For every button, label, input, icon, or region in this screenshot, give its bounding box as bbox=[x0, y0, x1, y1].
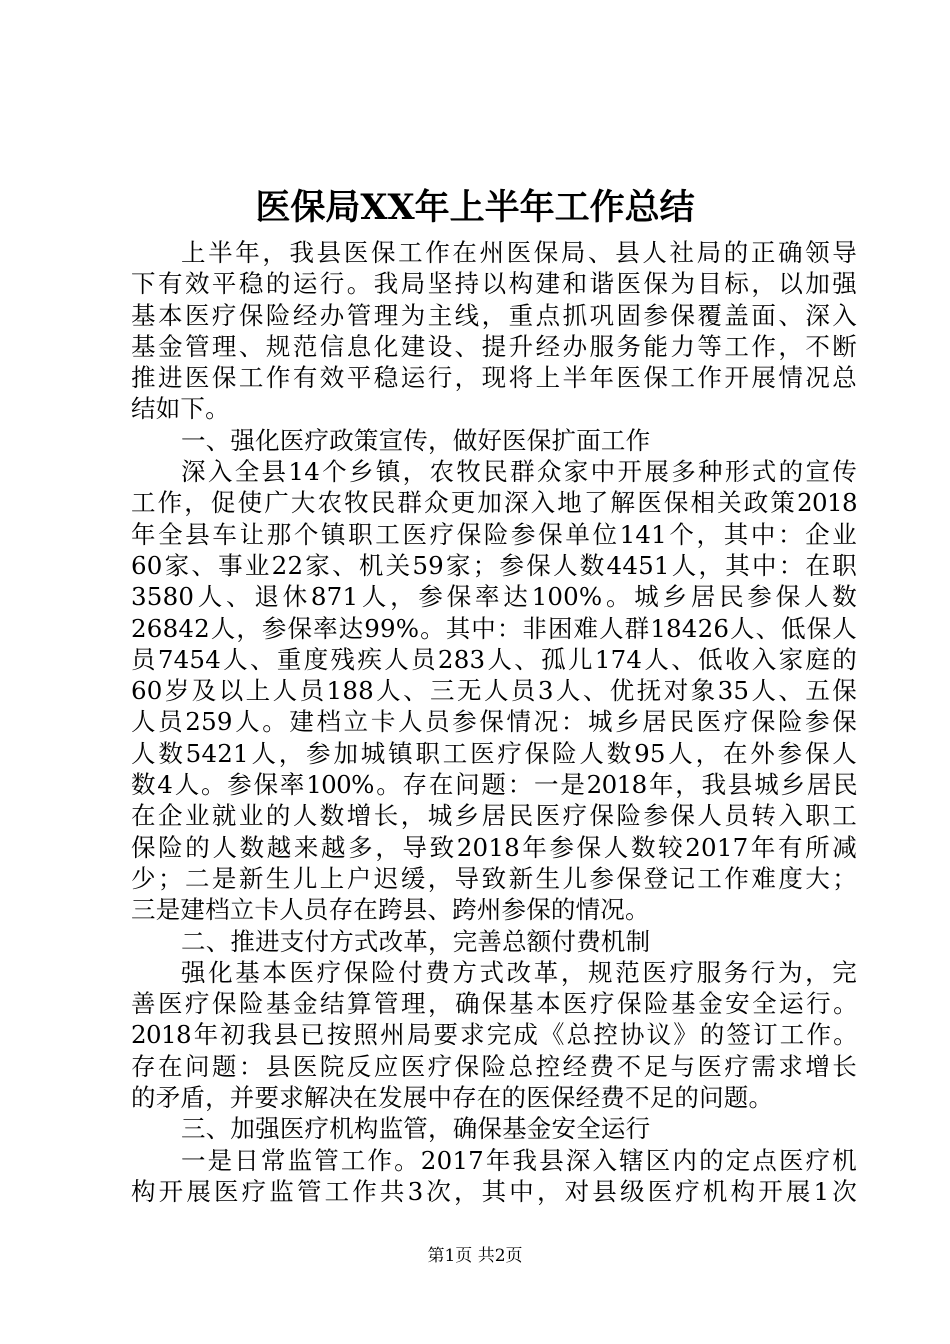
paragraph-line: 60家、事业22家、机关59家；参保人数4451人，其中：在职 bbox=[131, 550, 857, 580]
page-number: 第1页 共2页 bbox=[427, 1246, 523, 1266]
paragraph-line: 存在问题：县医院反应医疗保险总控经费不足与医疗需求增长 bbox=[131, 1051, 857, 1081]
paragraph-line: 构开展医疗监管工作共3次，其中，对县级医疗机构开展1次 bbox=[131, 1176, 857, 1206]
paragraph-line: 3580人、退休871人，参保率达100%。城乡居民参保人数 bbox=[131, 582, 857, 612]
document-body bbox=[131, 237, 857, 1207]
paragraph-line: 基本医疗保险经办管理为主线，重点抓巩固参保覆盖面、深入 bbox=[131, 300, 857, 330]
paragraph-line: 少；二是新生儿上户迟缓，导致新生儿参保登记工作难度大； bbox=[131, 863, 857, 893]
paragraph-line: 工作，促使广大农牧民群众更加深入地了解医保相关政策2018 bbox=[131, 488, 857, 518]
document-title: 医保局XX年上半年工作总结 bbox=[255, 187, 695, 228]
paragraph-line: 人数5421人，参加城镇职工医疗保险人数95人，在外参保人 bbox=[131, 738, 857, 768]
paragraph-line: 在企业就业的人数增长，城乡居民医疗保险参保人员转入职工 bbox=[131, 801, 857, 831]
paragraph-line: 强化基本医疗保险付费方式改革，规范医疗服务行为，完 bbox=[181, 957, 857, 987]
paragraph-line: 的矛盾，并要求解决在发展中存在的医保经费不足的问题。 bbox=[131, 1083, 774, 1113]
paragraph-line: 结如下。 bbox=[131, 394, 230, 424]
paragraph-line: 人员259人。建档立卡人员参保情况：城乡居民医疗保险参保 bbox=[131, 707, 857, 737]
page-footer bbox=[0, 1244, 950, 1268]
section-heading: 二、推进支付方式改革，完善总额付费机制 bbox=[181, 926, 651, 956]
paragraph-line: 保险的人数越来越多，导致2018年参保人数较2017年有所减 bbox=[131, 832, 857, 862]
section-heading: 一、强化医疗政策宣传，做好医保扩面工作 bbox=[181, 425, 651, 455]
section-heading: 三、加强医疗机构监管，确保基金安全运行 bbox=[181, 1114, 651, 1144]
paragraph-line: 60岁及以上人员188人、三无人员3人、优抚对象35人、五保 bbox=[131, 676, 857, 706]
paragraph-line: 推进医保工作有效平稳运行，现将上半年医保工作开展情况总 bbox=[131, 363, 857, 393]
paragraph-line: 基金管理、规范信息化建设、提升经办服务能力等工作，不断 bbox=[131, 331, 857, 361]
paragraph-line: 下有效平稳的运行。我局坚持以构建和谐医保为目标，以加强 bbox=[131, 269, 857, 299]
paragraph-line: 数4人。参保率100%。存在问题：一是2018年，我县城乡居民 bbox=[131, 770, 857, 800]
paragraph-line: 深入全县14个乡镇，农牧民群众家中开展多种形式的宣传 bbox=[181, 457, 857, 487]
paragraph-line: 善医疗保险基金结算管理，确保基本医疗保险基金安全运行。 bbox=[131, 989, 857, 1019]
paragraph-line: 26842人，参保率达99%。其中：非困难人群18426人、低保人 bbox=[131, 613, 857, 643]
paragraph-line: 一是日常监管工作。2017年我县深入辖区内的定点医疗机 bbox=[181, 1145, 857, 1175]
paragraph-line: 员7454人、重度残疾人员283人、孤儿174人、低收入家庭的 bbox=[131, 644, 857, 674]
paragraph-line: 年全县车让那个镇职工医疗保险参保单位141个，其中：企业 bbox=[131, 519, 857, 549]
paragraph-line: 三是建档立卡人员存在跨县、跨州参保的情况。 bbox=[131, 895, 650, 925]
paragraph-line: 上半年，我县医保工作在州医保局、县人社局的正确领导 bbox=[181, 238, 857, 267]
paragraph-line: 2018年初我县已按照州局要求完成《总控协议》的签订工作。 bbox=[131, 1020, 857, 1050]
